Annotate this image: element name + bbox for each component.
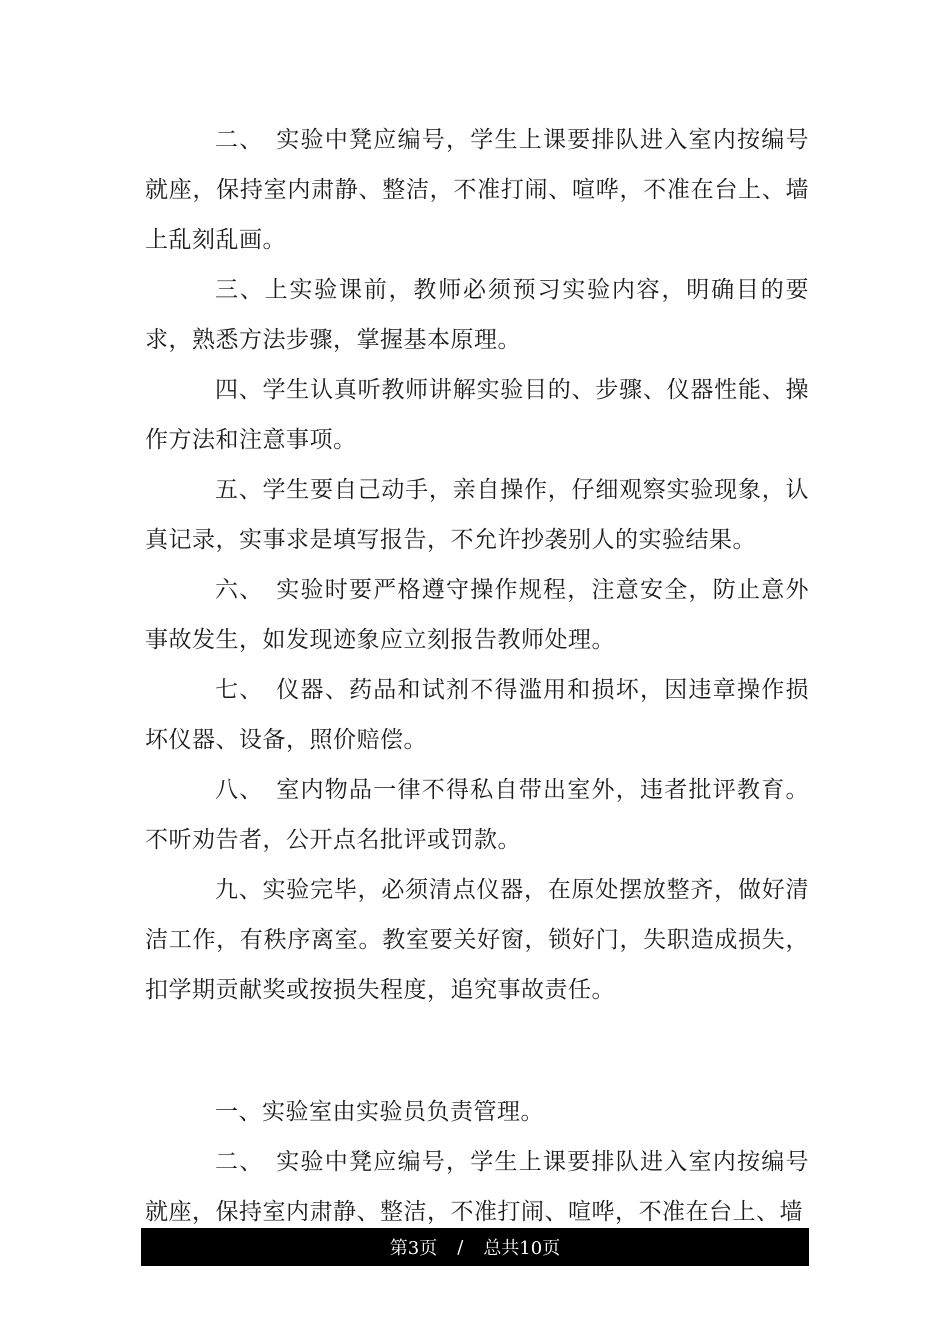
rules-section-top: [145, 115, 809, 1015]
rule-paragraph: 七、 仪器、药品和试剂不得滥用和损坏，因违章操作损坏仪器、设备，照价赔偿。: [145, 677, 809, 753]
rule-paragraph: 八、 室内物品一律不得私自带出室外，违者批评教育。不听劝告者，公开点名批评或罚款。: [145, 777, 809, 853]
rule-paragraph: 五、学生要自己动手，亲自操作，仔细观察实验现象，认真记录，实事求是填写报告，不允许抄袭别人的实验结果。: [145, 477, 809, 553]
rule-paragraph: 二、 实验中凳应编号，学生上课要排队进入室内按编号就座，保持室内肃静、整洁，不准打闹、喧哗，不准在台上、墙上乱刻乱画。: [145, 127, 809, 253]
page-total: 总共10页: [483, 1238, 561, 1259]
rule-paragraph: 二、 实验中凳应编号，学生上课要排队进入室内按编号就座，保持室内肃静、整洁，不准打闹、喧哗，不准在台上、墙: [145, 1149, 809, 1225]
rule-paragraph: 三、上实验课前，教师必须预习实验内容，明确目的要求，熟悉方法步骤，掌握基本原理。: [145, 277, 809, 353]
rule-paragraph: 四、学生认真听教师讲解实验目的、步骤、仪器性能、操作方法和注意事项。: [145, 377, 809, 453]
page-separator: /: [457, 1236, 464, 1258]
page-footer: [141, 1228, 809, 1266]
rule-paragraph: 一、实验室由实验员负责管理。: [215, 1099, 544, 1125]
rules-section-bottom: [145, 1087, 809, 1237]
rule-paragraph: 九、实验完毕，必须清点仪器，在原处摆放整齐，做好清洁工作，有秩序离室。教室要关好窗，锁好门，失职造成损失，扣学期贡献奖或按损失程度，追究事故责任。: [145, 877, 809, 1003]
rule-paragraph: 六、 实验时要严格遵守操作规程，注意安全，防止意外事故发生，如发现迹象应立刻报告教师处理。: [145, 577, 809, 653]
page-current: 第3页: [389, 1238, 438, 1259]
